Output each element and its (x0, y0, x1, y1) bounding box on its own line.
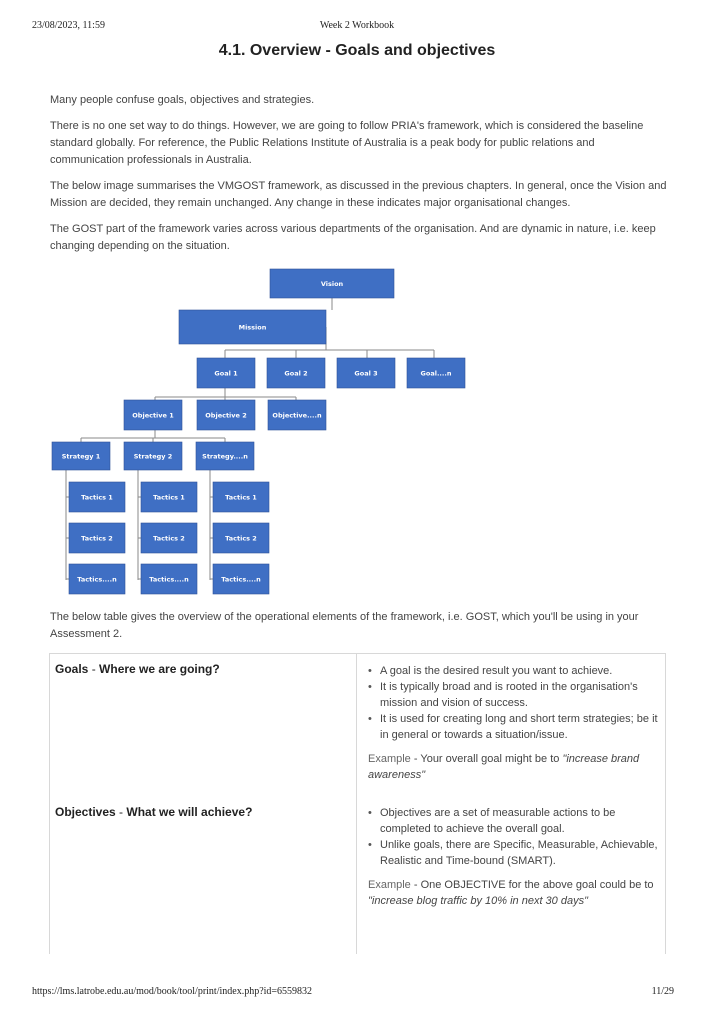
strategy-box (52, 442, 110, 470)
goal-box (197, 358, 255, 388)
objectives-bullet-1: • Objectives are a set of measurable actions to be completed to achieve the overall goal. (380, 805, 658, 837)
tactics-box (141, 564, 197, 594)
svg-text:Goal 2: Goal 2 (284, 369, 308, 378)
print-url: https://lms.latrobe.edu.au/mod/book/tool/print/index.php?id=6559832 (32, 986, 313, 997)
paragraph-1: Many people confuse goals, objectives and strategies. (50, 94, 315, 106)
svg-text:Objective 2: Objective 2 (205, 411, 247, 420)
svg-text:Strategy 1: Strategy 1 (61, 452, 101, 461)
objective-box (197, 400, 255, 430)
svg-text:Strategy 2: Strategy 2 (133, 452, 173, 461)
vision-box (270, 269, 394, 298)
svg-text:Tactics 1: Tactics 1 (153, 493, 185, 502)
objectives-bullet-2: • Unlike goals, there are Specific, Measurable, Achievable, Realistic and Time-bound (SMART). (380, 837, 658, 869)
goal-box (337, 358, 395, 388)
strategy-box (196, 442, 254, 470)
objectives-description (368, 805, 658, 909)
goals-example: Example - Your overall goal might be to "increase brand awareness" (368, 753, 640, 781)
goals-description (368, 663, 658, 783)
paragraph-4: The GOST part of the framework varies across various departments of the organisation. And are dynamic in nature, i.e. keep changing depending on the situation. (50, 223, 656, 252)
svg-text:Tactics 2: Tactics 2 (225, 534, 257, 543)
tactics-box (69, 482, 125, 512)
svg-text:Tactics 2: Tactics 2 (153, 534, 185, 543)
goal-box (407, 358, 465, 388)
tactics-box (213, 523, 269, 553)
objective-box (124, 400, 182, 430)
paragraph-3: The below image summarises the VMGOST framework, as discussed in the previous chapters. In general, once the Vision and Mission are decided, they remain unchanged. Any change in these indicates major organisational changes. (50, 180, 667, 209)
svg-text:Tactics....n: Tactics....n (77, 575, 117, 584)
print-title: Week 2 Workbook (319, 20, 395, 31)
svg-text:Strategy....n: Strategy....n (202, 452, 248, 461)
paragraph-2: There is no one set way to do things. However, we are going to follow PRIA's framework, which is considered the baseline standard globally. For reference, the Public Relations Institute of Australia is a peak body for public relations and communication professionals in Australia. (50, 120, 644, 166)
goals-bullet-2: • It is typically broad and is rooted in the organisation's mission and vision of success. (380, 679, 658, 711)
goals-bullet-1: • A goal is the desired result you want to achieve. (380, 663, 658, 679)
print-datetime: 23/08/2023, 11:59 (32, 20, 105, 31)
gost-table (49, 653, 666, 954)
svg-text:Tactics....n: Tactics....n (221, 575, 261, 584)
svg-text:Vision: Vision (320, 280, 344, 288)
svg-text:Mission: Mission (238, 323, 267, 332)
tactics-box (141, 482, 197, 512)
table-column-divider (356, 654, 357, 954)
svg-text:Tactics 1: Tactics 1 (225, 493, 257, 502)
tactics-box (69, 523, 125, 553)
tactics-box (69, 564, 125, 594)
vmgost-diagram (48, 262, 452, 596)
svg-text:Goal 3: Goal 3 (354, 369, 378, 378)
svg-text:Tactics 1: Tactics 1 (81, 493, 113, 502)
svg-text:Tactics 2: Tactics 2 (81, 534, 113, 543)
goal-box (267, 358, 325, 388)
objectives-label: Objectives - What we will achieve? (55, 805, 253, 819)
objective-box (268, 400, 326, 430)
paragraph-5: The below table gives the overview of the operational elements of the framework, i.e. GOST, which you'll be using in your Assessment 2. (50, 611, 639, 640)
svg-text:Tactics....n: Tactics....n (149, 575, 189, 584)
svg-text:Goal....n: Goal....n (420, 369, 452, 378)
goals-bullet-3: • It is used for creating long and short term strategies; be it in general or towards a situation/issue. (380, 711, 658, 743)
print-page-number: 11/29 (651, 986, 674, 997)
svg-text:Objective 1: Objective 1 (132, 411, 174, 420)
tactics-box (213, 564, 269, 594)
goals-label: Goals - Where we are going? (55, 662, 220, 676)
strategy-box (124, 442, 182, 470)
objectives-example: Example - One OBJECTIVE for the above goal could be to "increase blog traffic by 10% in next 30 days" (368, 879, 654, 907)
tactics-box (141, 523, 197, 553)
page-title: 4.1. Overview - Goals and objectives (218, 42, 496, 59)
tactics-box (213, 482, 269, 512)
svg-text:Objective....n: Objective....n (272, 411, 322, 420)
mission-box (179, 310, 326, 344)
svg-text:Goal 1: Goal 1 (214, 369, 238, 378)
